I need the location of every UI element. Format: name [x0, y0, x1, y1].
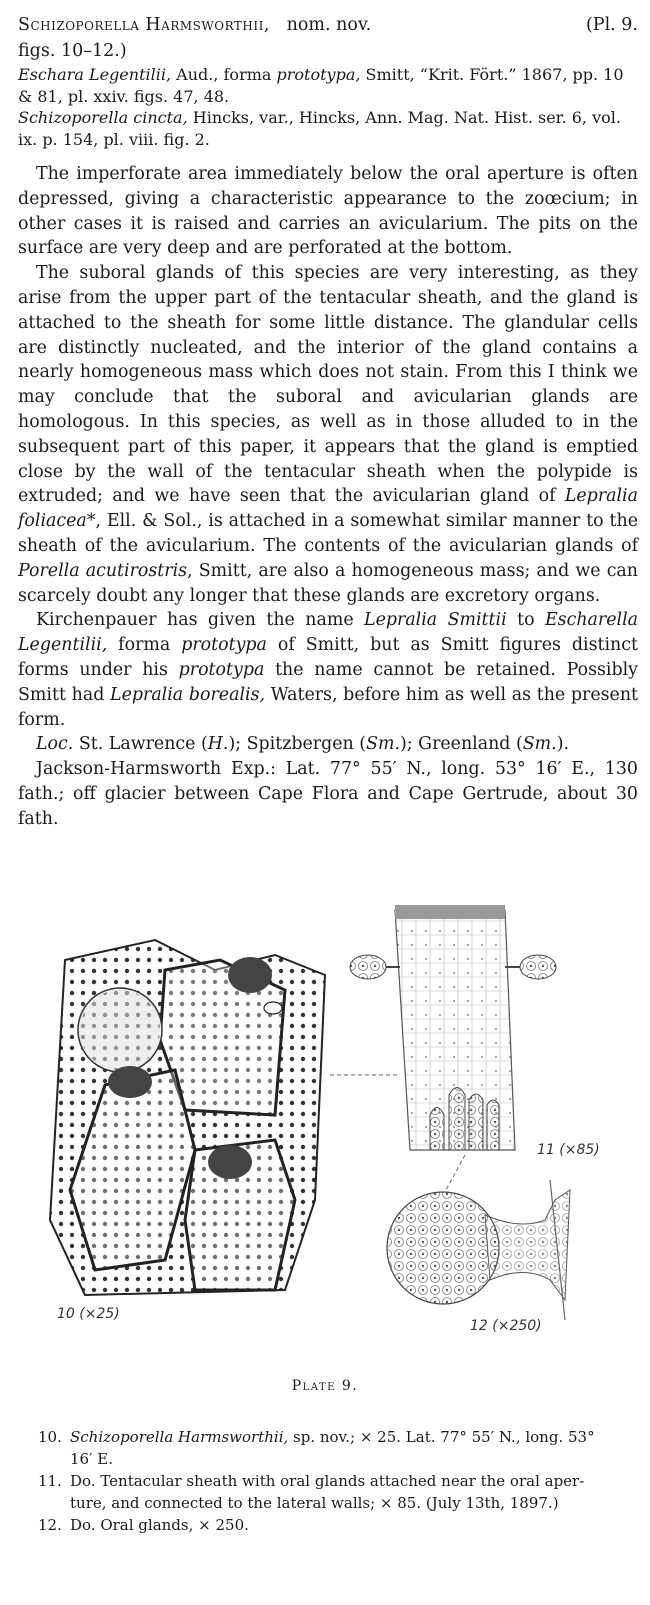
legend-item	[38, 1426, 618, 1448]
paragraph-kirchenpauer	[18, 608, 638, 732]
plate-figure	[45, 900, 615, 1340]
synonym-entry	[18, 107, 638, 150]
collector-abbr: H.	[207, 734, 229, 755]
legend-number: 11.	[38, 1472, 62, 1490]
body-text	[18, 162, 638, 832]
collector-abbr: Sm.	[366, 734, 400, 755]
figure-10-zooecia	[50, 940, 325, 1295]
paragraph-zooecium: The imperforate area immediately below the oral aperture is often depressed, giving a characteristic appearance to the zoœcium; in other cases it is raised and carries an avicularium. The pits on the surface are very deep and are perforated at the bottom.	[18, 164, 638, 259]
taxon-name: Lepralia Smittii	[364, 610, 507, 631]
legend-item	[38, 1514, 618, 1536]
legend-number: 10.	[38, 1428, 62, 1446]
text-run: ); Spitzbergen (	[228, 734, 367, 755]
legend-text: Do. Tentacular sheath with oral glands attached near the oral aper-	[70, 1472, 585, 1490]
locality-label: Loc.	[36, 734, 74, 755]
legend-continuation: ture, and connected to the lateral walls; × 85. (July 13th, 1897.)	[70, 1494, 559, 1512]
fig-11-label: 11 (×85)	[537, 1142, 600, 1158]
fig-12-label: 12 (×250)	[470, 1318, 542, 1334]
species-title: Schizoporella Harmsworthii,	[18, 15, 270, 35]
taxon-name: Lepralia borealis,	[110, 684, 266, 705]
text-run: The suboral glands of this species are very interesting, as they arise from the upper part of the tentacular sheath, and the gland is attached to the sheath for some little distance. The glandular cells are distinctly nucleated, and the interior of the gland contains a nearly homogeneous mass which does not stain. From this I think we may conclude that the suboral and avicularian glands are homologous. In this species, as well as in those alluded to in the subsequent part of this paper, it appears that the gland is emptied close by the wall of the tentacular sheath when the polypide is extruded; and we have seen that the avicularian gland of	[18, 263, 638, 507]
text-run: St. Lawrence (	[73, 734, 208, 755]
leader-line	[445, 1155, 465, 1192]
legend-text	[70, 1426, 618, 1448]
text-run: Kirchenpauer has given the name	[36, 610, 365, 631]
synonym-forma: prototypa,	[276, 65, 361, 84]
text-run: the name cannot be retained. Possibly Smitt had	[18, 659, 638, 705]
text-run: ).	[556, 734, 570, 755]
taxon-name: Lepralia foliacea	[18, 486, 638, 532]
synonym-reference: Smitt, “Krit. Fört.” 1867, pp. 10 & 81, pl. xxiv. figs. 47, 48.	[18, 65, 624, 106]
taxon-name: Escharella Legentilii,	[18, 610, 638, 656]
legend-text: Do. Oral glands, × 250.	[70, 1516, 249, 1534]
plate-reference: (Pl. 9.	[585, 15, 638, 35]
text-run: ); Greenland (	[400, 734, 523, 755]
text-run: Waters, before him as well as the present form.	[18, 684, 639, 730]
figure-11-tentacular-sheath	[350, 905, 556, 1150]
fig-10-label: 10 (×25)	[57, 1306, 120, 1322]
legend-number: 12.	[38, 1516, 62, 1534]
text-run: of Smitt, but as Smitt figures distinct forms under his	[18, 635, 638, 680]
taxon-name: Schizoporella Harmsworthii,	[70, 1428, 289, 1446]
figure-legend	[38, 1426, 618, 1536]
synonym-author: Aud., forma	[171, 65, 277, 84]
synonym-name: Eschara Legentilii,	[18, 65, 172, 84]
synonym-author: Hincks, var., Hincks, Ann. Mag. Nat. Hist. ser. 6, vol. ix. p. 154, pl. viii. fig. 2.	[18, 108, 621, 149]
paragraph-suboral-glands	[18, 261, 638, 608]
synonymy-list	[18, 64, 638, 150]
collector-abbr: Sm.	[522, 734, 557, 755]
text-run: *, Ell. & Sol., is attached in a somewhat similar manner to the sheath of the avicularium. The contents of the avicularian glands of	[18, 511, 638, 556]
synonym-entry	[18, 64, 638, 107]
text-run: sp. nov.; × 25. Lat. 77° 55′ N., long. 53°	[288, 1428, 595, 1446]
taxon-name: prototypa	[181, 635, 267, 656]
figure-reference: figs. 10–12.)	[18, 41, 127, 61]
taxon-name: Porella acutirostris	[18, 560, 188, 581]
legend-item	[38, 1470, 618, 1492]
paragraph-locality	[18, 732, 638, 757]
figure-12-oral-glands	[387, 1180, 570, 1320]
plate-caption: Plate 9.	[291, 1378, 359, 1394]
paragraph-expedition: Jackson-Harmsworth Exp.: Lat. 77° 55′ N., long. 53° 16′ E., 130 fath.; off glacier between Cape Flora and Cape Gertrude, about 30 fath.	[18, 759, 638, 829]
text-run: to	[506, 610, 545, 631]
taxon-name: prototypa	[178, 659, 265, 680]
synonym-name: Schizoporella cincta,	[18, 108, 188, 127]
text-run: forma	[107, 635, 182, 656]
legend-continuation: 16′ E.	[70, 1450, 113, 1468]
species-heading	[18, 12, 638, 64]
nomenclature-note: nom. nov.	[286, 15, 372, 35]
text-run: , Smitt, are also a homogeneous mass; and we can scarcely doubt any longer that these glands are excretory organs.	[18, 560, 639, 606]
